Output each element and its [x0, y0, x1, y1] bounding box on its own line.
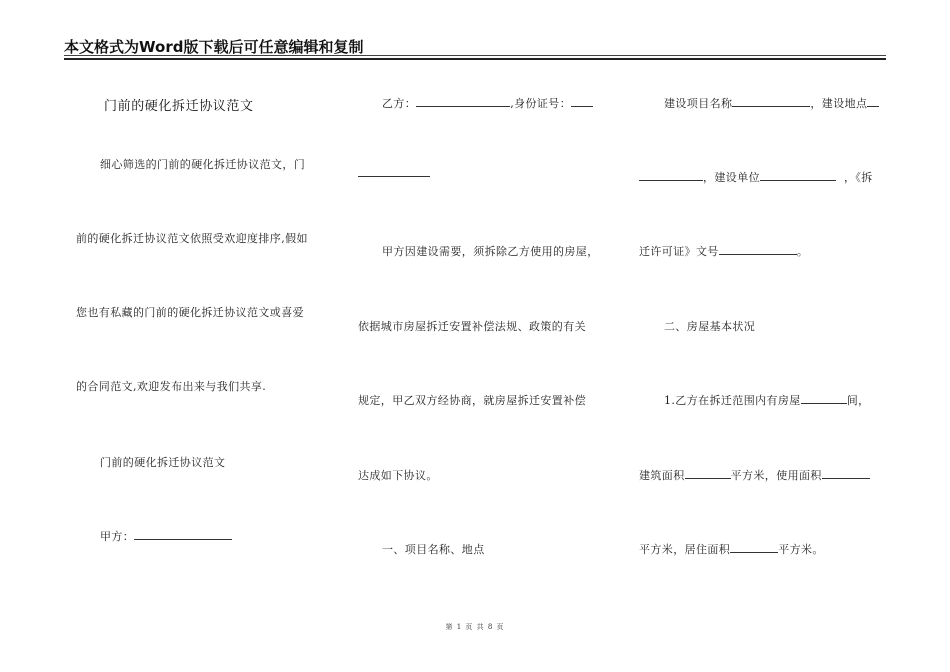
use-area-blank	[822, 469, 870, 479]
subtitle: 门前的硬化拆迁协议范文	[100, 456, 226, 469]
party-a-label: 甲方：	[100, 530, 135, 543]
live-area-label: 平方米，居住面积	[639, 543, 731, 556]
item-1-line	[664, 392, 870, 408]
party-b-blank	[416, 97, 510, 107]
section-1-heading: 一、项目名称、地点	[382, 543, 485, 556]
party-b-line	[382, 95, 593, 111]
build-area-blank	[685, 469, 731, 479]
party-b-label: 乙方：	[382, 97, 417, 110]
area-line-1	[639, 467, 870, 483]
permit-label-start: ，《拆	[844, 171, 873, 184]
document-header: 本文格式为Word版下载后可任意编辑和复制	[64, 38, 364, 56]
agreement-para-2: 依据城市房屋拆迁安置补偿法规、政策的有关	[358, 320, 586, 333]
use-area-label: 平方米，使用面积	[730, 469, 822, 482]
unit-line	[639, 169, 873, 185]
id-number-continued	[358, 167, 430, 180]
intro-line-4: 的合同范文,欢迎发布出来与我们共享.	[76, 380, 267, 393]
project-name-label: 建设项目名称	[664, 97, 733, 110]
build-area-label: 建筑面积	[639, 469, 685, 482]
agreement-para-1: 甲方因建设需要，须拆除乙方使用的房屋，	[382, 245, 599, 258]
header-rule-thick	[64, 58, 886, 60]
id-number-blank	[571, 97, 593, 107]
permit-line	[639, 243, 808, 259]
project-name-line	[664, 95, 879, 111]
id-number-label: ,身份证号：	[510, 97, 572, 110]
area-line-2	[639, 541, 824, 557]
item-1-rooms-unit: 间，	[846, 394, 870, 407]
party-a-blank	[134, 530, 232, 540]
document-title: 门前的硬化拆迁协议范文	[104, 99, 254, 114]
location-blank-2	[639, 171, 703, 181]
unit-label: ，建设单位	[703, 171, 760, 184]
location-label: ，建设地点	[810, 97, 868, 110]
unit-blank	[760, 171, 836, 181]
permit-period: 。	[796, 245, 809, 258]
intro-line-3: 您也有私藏的门前的硬化拆迁协议范文或喜爱	[76, 306, 304, 319]
agreement-para-3: 规定，甲乙双方经协商，就房屋拆迁安置补偿	[358, 394, 586, 407]
item-1-label: 1.乙方在拆迁范围内有房屋	[664, 394, 801, 407]
live-area-blank	[730, 543, 778, 553]
permit-number-blank	[719, 245, 797, 255]
location-blank	[867, 97, 879, 107]
area-end-label: 平方米。	[778, 543, 824, 556]
page-number: 第 1 页 共 8 页	[445, 623, 505, 631]
permit-label: 迁许可证》文号	[639, 245, 719, 258]
intro-line-1: 细心筛选的门前的硬化拆迁协议范文，门	[100, 158, 306, 171]
header-rule-thin	[64, 55, 886, 56]
agreement-para-4: 达成如下协议。	[358, 469, 438, 482]
id-number-blank-2	[358, 167, 430, 177]
rooms-blank	[801, 394, 847, 404]
section-2-heading: 二、房屋基本状况	[664, 320, 756, 333]
project-name-blank	[732, 97, 810, 107]
intro-line-2: 前的硬化拆迁协议范文依照受欢迎度排序,假如	[76, 232, 308, 245]
party-a-line	[100, 528, 232, 544]
